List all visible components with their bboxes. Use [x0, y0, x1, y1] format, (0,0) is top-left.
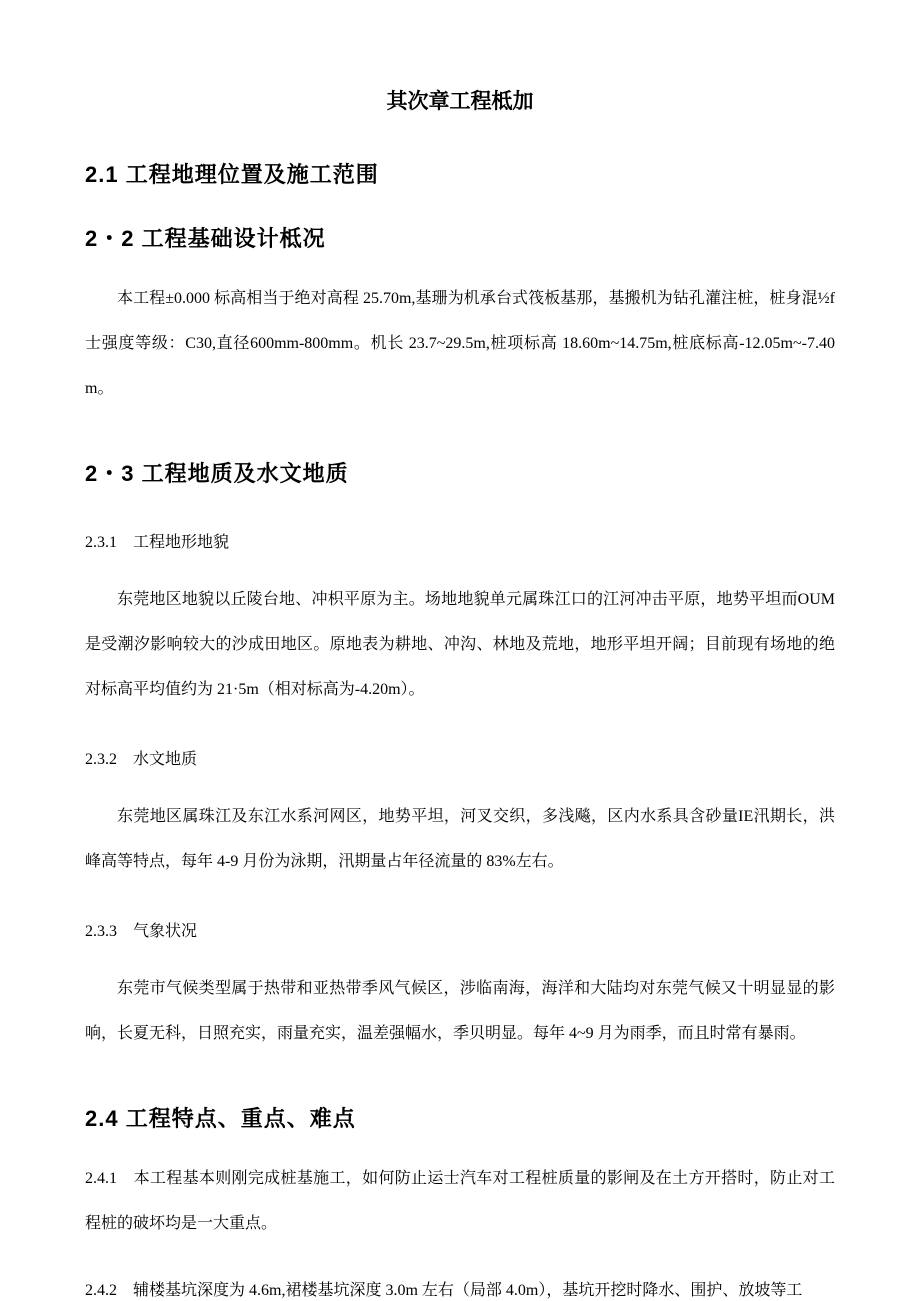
paragraph-2-4-2: 2.4.2 辅楼基坑深度为 4.6m,裙楼基坑深度 3.0m 左右（局部 4.0m），基坑开挖时降水、围护、放坡等工 [85, 1282, 803, 1299]
heading-2-4: 2.4 工程特点、重点、难点 [85, 1106, 356, 1131]
heading-2-3-3: 2.3.3 气象状况 [85, 923, 198, 940]
heading-2-2: 2・2 工程基础设计柢况 [85, 226, 326, 251]
heading-2-1: 2.1 工程地理位置及施工范围 [85, 162, 379, 187]
heading-2-3-2: 2.3.2 水文地质 [85, 751, 198, 768]
heading-2-3-1: 2.3.1 工程地形地貌 [85, 534, 230, 551]
paragraph-2-3-3: 东莞市气候类型属于热带和亚热带季风气候区，涉临南海，海洋和大陆均对东莞气候又十明显显的影响，长夏无科，日照充实，雨量充实，温差强幅水，季贝明显。每年 4~9 月为雨季，而且时常有暴雨。 [85, 980, 835, 1042]
document-title: 其次章工程柢加 [386, 89, 534, 113]
paragraph-2-2: 本工程±0.000 标高相当于绝对高程 25.70m,基珊为机承台式筏板基那，基搬机为钻孔灌注桩，桩身混½f士强度等级：C30,直径600mm-800mm。机长 23.7~29.5m,桩项标高 18.60m~14.75m,桩底标高-12.05m~-7.40m。 [85, 290, 835, 397]
paragraph-2-3-2: 东莞地区属珠江及东江水系河网区，地势平坦，河叉交织，多浅飚，区内水系具含砂量IE汛期长，洪峰高等特点，每年 4-9 月份为泳期，汛期量占年径流量的 83%左右。 [85, 808, 835, 870]
heading-2-3: 2・3 工程地质及水文地质 [85, 461, 349, 486]
paragraph-2-4-1: 2.4.1 本工程基本则刚完成桩基施工，如何防止运士汽车对工程桩质量的影闸及在土方开搭时，防止对工程桩的破坏均是一大重点。 [85, 1170, 835, 1232]
paragraph-2-3-1: 东莞地区地貌以丘陵台地、冲枳平原为主。场地地貌单元属珠江口的江河冲击平原，地势平坦而OUM 是受潮汐影响较大的沙成田地区。原地表为耕地、冲沟、林地及荒地，地形平坦开阔；目前现有场地的绝对标高平均值约为 21·5m（相对标高为-4.20m）。 [85, 591, 835, 698]
